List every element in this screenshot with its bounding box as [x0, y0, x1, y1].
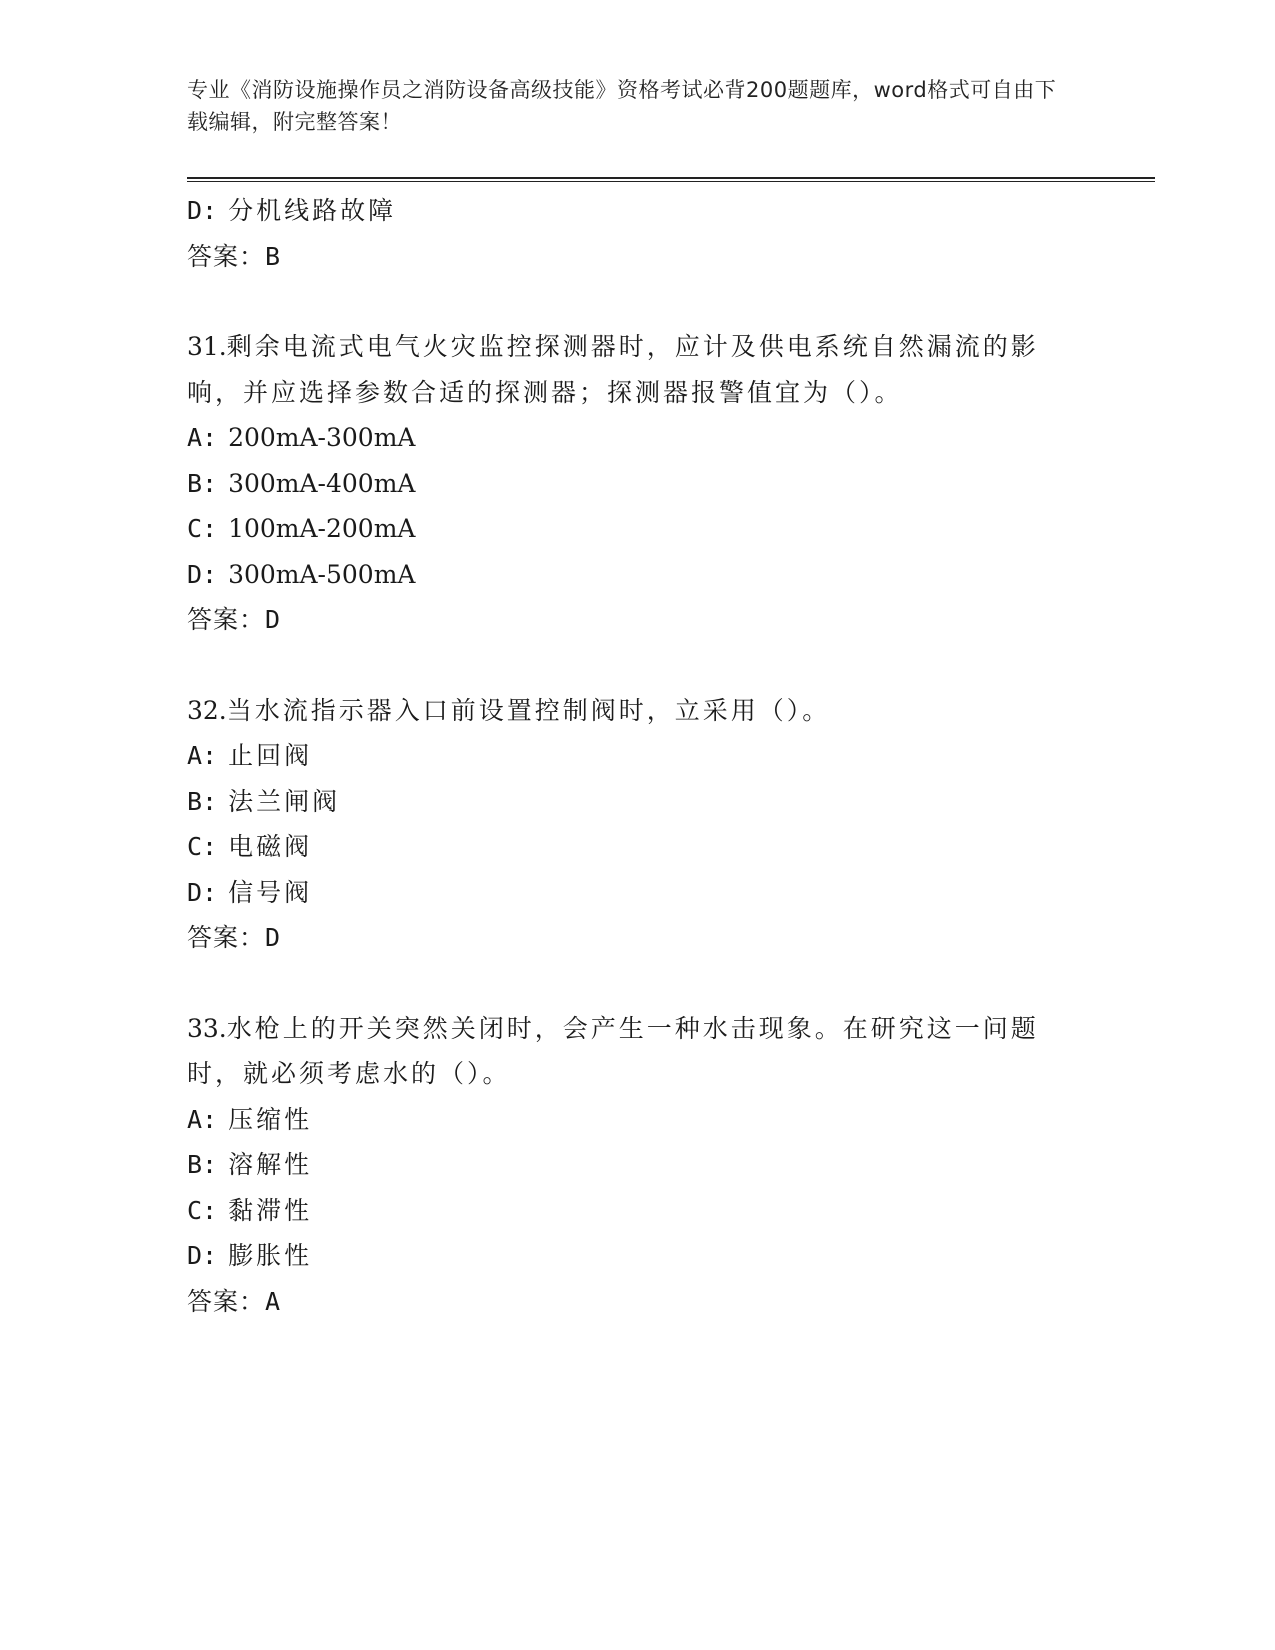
option-c — [187, 824, 1087, 870]
option-text: 溶解性 — [228, 1150, 313, 1179]
option-prefix: C: — [187, 514, 218, 543]
answer-line — [187, 597, 1087, 643]
option-text: 分机线路故障 — [228, 196, 397, 225]
option-prefix: C: — [187, 832, 218, 861]
option-prefix: D: — [187, 559, 218, 589]
option-prefix: B: — [187, 786, 218, 816]
question-32 — [187, 688, 1087, 961]
answer-label: 答案： — [187, 1286, 266, 1316]
option-text: 黏滞性 — [228, 1195, 313, 1225]
option-prefix: B: — [187, 468, 218, 498]
answer-line — [187, 1279, 1087, 1325]
header-text: 专业《消防设施操作员之消防设备高级技能》资格考试必背200题题库，word格式可自由下载编辑，附完整答案！ — [187, 78, 1057, 134]
question-content — [187, 188, 1087, 1324]
option-text: 止回阀 — [228, 741, 313, 770]
question-stem-text: 时，就必须考虑水的（）。 — [187, 1059, 511, 1088]
answer-label: 答案： — [187, 923, 266, 952]
option-c — [187, 506, 1087, 552]
question-stem-text: 响，并应选择参数合适的探测器；探测器报警值宜为（）。 — [187, 377, 903, 407]
question-number: 33. — [187, 1013, 227, 1043]
option-prefix: D: — [187, 196, 218, 225]
option-c — [187, 1188, 1087, 1234]
option-text: 300mA-500mA — [228, 559, 416, 589]
question-stem-line — [187, 688, 1087, 734]
option-a — [187, 733, 1087, 779]
answer-value: B — [265, 241, 281, 271]
option-d — [187, 870, 1087, 916]
option-text: 信号阀 — [228, 877, 313, 907]
option-d — [187, 188, 1087, 234]
option-text: 法兰闸阀 — [228, 786, 341, 816]
option-prefix: B: — [187, 1150, 218, 1179]
option-prefix: C: — [187, 1195, 218, 1225]
header-divider — [187, 177, 1155, 182]
question-stem-text: 当水流指示器入口前设置控制阀时，立采用（）。 — [226, 695, 831, 725]
question-stem-text: 剩余电流式电气火灾监控探测器时，应计及供电系统自然漏流的影 — [226, 332, 1039, 361]
answer-line — [187, 234, 1087, 280]
question-stem-line — [187, 370, 1087, 416]
page-header — [187, 74, 1067, 138]
option-prefix: A: — [187, 741, 218, 770]
answer-line — [187, 915, 1087, 961]
option-b — [187, 779, 1087, 825]
question-33 — [187, 1006, 1087, 1325]
question-31 — [187, 324, 1087, 643]
option-prefix: A: — [187, 1104, 218, 1134]
option-d — [187, 1233, 1087, 1279]
answer-label: 答案： — [187, 605, 266, 634]
option-text: 300mA-400mA — [228, 468, 416, 498]
option-text: 压缩性 — [228, 1104, 313, 1134]
question-stem-line — [187, 324, 1087, 370]
question-stem-text: 水枪上的开关突然关闭时，会产生一种水击现象。在研究这一问题 — [226, 1013, 1039, 1043]
answer-value: D — [265, 605, 281, 634]
question-number: 32. — [187, 695, 227, 725]
option-prefix: A: — [187, 423, 218, 452]
option-b — [187, 1142, 1087, 1188]
option-prefix: D: — [187, 877, 218, 907]
option-text: 100mA-200mA — [228, 514, 416, 543]
option-a — [187, 1097, 1087, 1143]
question-number: 31. — [187, 332, 227, 361]
option-text: 200mA-300mA — [228, 423, 416, 452]
previous-question-tail — [187, 188, 1087, 279]
question-stem-line — [187, 1006, 1087, 1052]
option-prefix: D: — [187, 1241, 218, 1270]
option-d — [187, 552, 1087, 598]
option-text: 膨胀性 — [228, 1241, 313, 1270]
question-stem-line — [187, 1051, 1087, 1097]
answer-value: D — [265, 923, 281, 952]
option-a — [187, 415, 1087, 461]
option-text: 电磁阀 — [228, 832, 313, 861]
answer-label: 答案： — [187, 241, 266, 271]
option-b — [187, 461, 1087, 507]
answer-value: A — [265, 1286, 281, 1316]
